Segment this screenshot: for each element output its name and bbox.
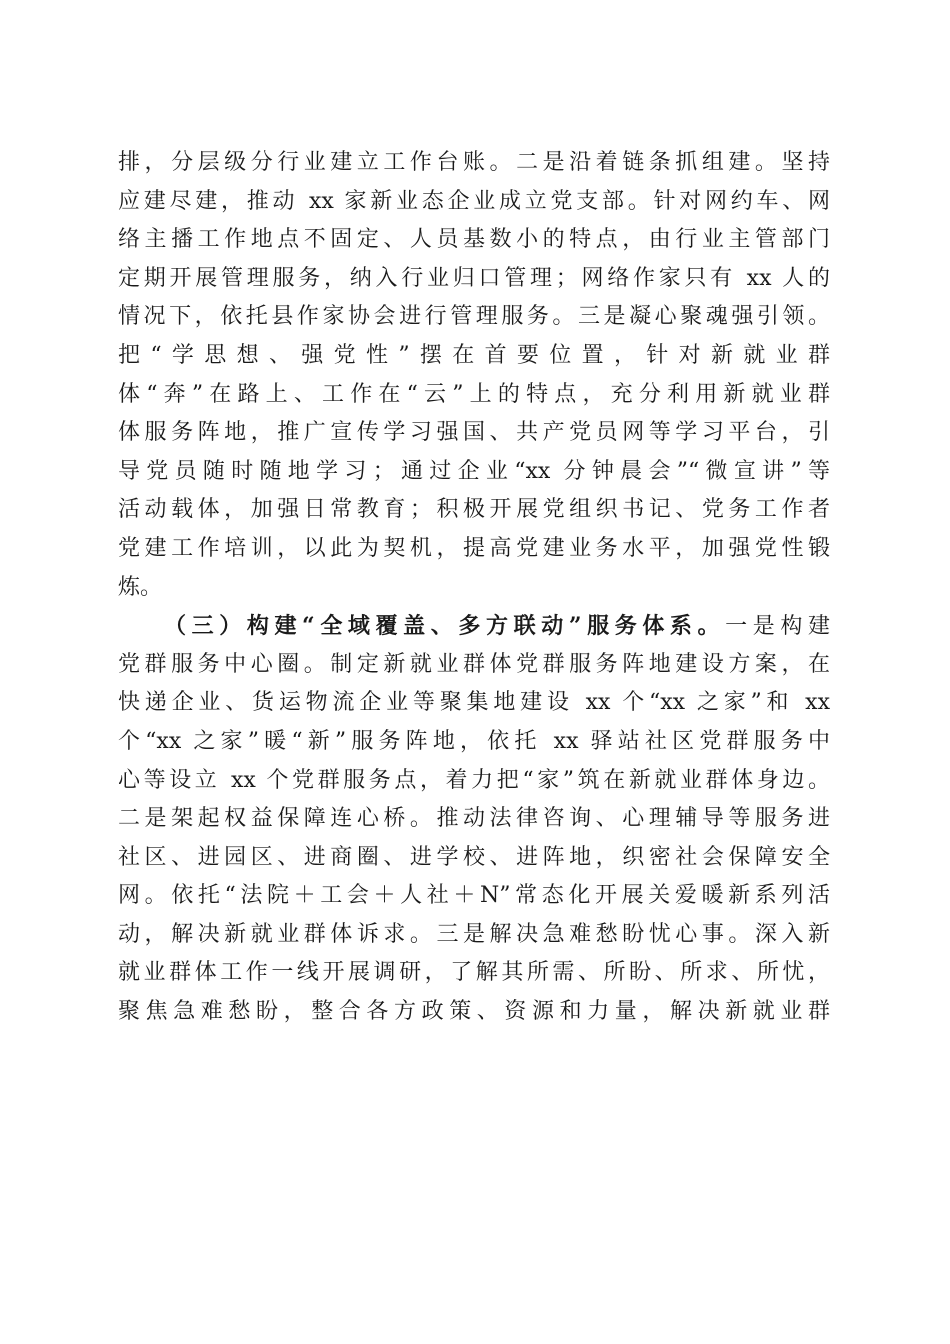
paragraph-line: 网。依托“法院＋工会＋人社＋N”常态化开展关爱暖新系列活 bbox=[118, 883, 830, 909]
paragraph-line: 定期开展管理服务，纳入行业归口管理；网络作家只有 xx 人的 bbox=[118, 265, 830, 291]
paragraph-line: 党群服务中心圈。制定新就业群体党群服务阵地建设方案，在 bbox=[118, 651, 830, 677]
paragraph-line: 应建尽建，推动 xx 家新业态企业成立党支部。针对网约车、网 bbox=[118, 188, 830, 214]
paragraph-line: 个“xx 之家”暖“新”服务阵地，依托 xx 驿站社区党群服务中 bbox=[118, 728, 830, 754]
paragraph-line: 社区、进园区、进商圈、进学校、进阵地，织密社会保障安全 bbox=[118, 844, 830, 870]
section-heading-line bbox=[118, 607, 830, 646]
paragraph-line: 动，解决新就业群体诉求。三是解决急难愁盼忧心事。深入新 bbox=[118, 921, 830, 947]
paragraph-line: 就业群体工作一线开展调研，了解其所需、所盼、所求、所忧， bbox=[118, 960, 830, 986]
paragraph-line: 体“奔”在路上、工作在“云”上的特点，充分利用新就业群 bbox=[118, 381, 830, 407]
paragraph-line: 快递企业、货运物流企业等聚集地建设 xx 个“xx 之家”和 xx bbox=[118, 690, 830, 716]
paragraph-line: 排，分层级分行业建立工作台账。二是沿着链条抓组建。坚持 bbox=[118, 150, 830, 175]
paragraph-line: 二是架起权益保障连心桥。推动法律咨询、心理辅导等服务进 bbox=[118, 806, 830, 832]
paragraph-line: 络主播工作地点不固定、人员基数小的特点，由行业主管部门 bbox=[118, 227, 830, 253]
paragraph-line: 活动载体，加强日常教育；积极开展党组织书记、党务工作者 bbox=[118, 497, 830, 523]
paragraph-line: 体服务阵地，推广宣传学习强国、共产党员网等学习平台，引 bbox=[118, 420, 830, 446]
paragraph-line: 导党员随时随地学习；通过企业“xx 分钟晨会”“微宣讲”等 bbox=[118, 458, 830, 484]
section-heading-tail: 一是构建 bbox=[725, 614, 830, 640]
paragraph-line: 把“学思想、强党性”摆在首要位置，针对新就业群 bbox=[118, 342, 830, 368]
paragraph-line: 炼。 bbox=[118, 574, 163, 600]
section-heading: （三）构建“全域覆盖、多方联动”服务体系。 bbox=[164, 613, 726, 640]
paragraph-line: 聚焦急难愁盼，整合各方政策、资源和力量，解决新就业群 bbox=[118, 999, 830, 1025]
paragraph-line: 心等设立 xx 个党群服务点，着力把“家”筑在新就业群体身边。 bbox=[118, 767, 830, 793]
document-body bbox=[118, 144, 830, 1032]
paragraph-line: 党建工作培训，以此为契机，提高党建业务水平，加强党性锻 bbox=[118, 535, 830, 561]
paragraph-line: 情况下，依托县作家协会进行管理服务。三是凝心聚魂强引领。 bbox=[118, 304, 830, 330]
